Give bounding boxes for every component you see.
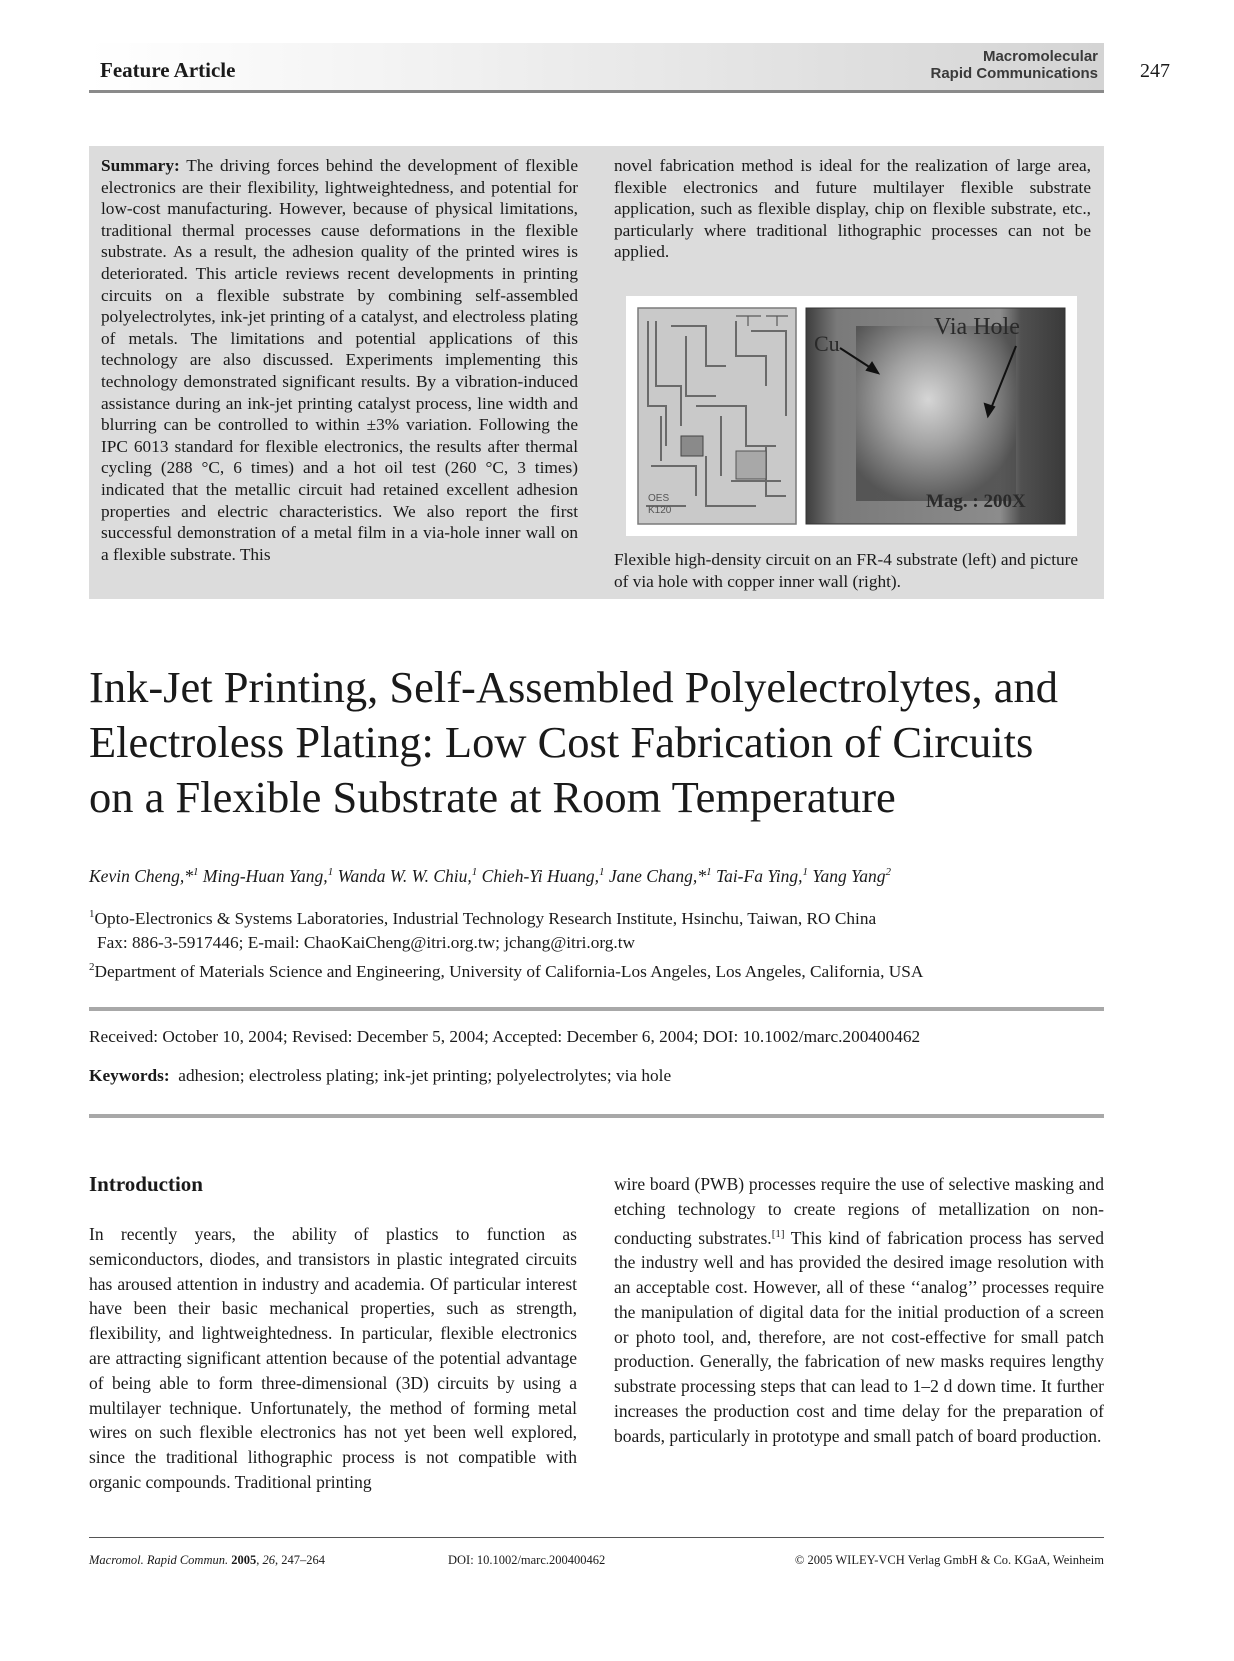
affiliation-2-marker: 2 bbox=[89, 960, 95, 973]
keywords-label: Keywords: bbox=[89, 1066, 170, 1085]
title-line-3: on a Flexible Substrate at Room Temperature bbox=[89, 772, 896, 822]
footer-pages: 247–264 bbox=[281, 1553, 325, 1567]
author-name: Kevin Cheng,* bbox=[89, 866, 194, 886]
board-label-1: OES bbox=[648, 493, 670, 504]
reference-citation: [1] bbox=[771, 1227, 785, 1240]
author-affiliation-marker: 1 bbox=[327, 866, 334, 879]
author-affiliation-marker: 1 bbox=[802, 866, 808, 879]
author-affiliation-marker: 1 bbox=[598, 866, 605, 879]
board-label-2: K120 bbox=[648, 505, 672, 516]
author-affiliation-marker: 1 bbox=[706, 866, 712, 879]
divider-bottom bbox=[89, 1114, 1104, 1118]
divider-top bbox=[89, 1007, 1104, 1011]
page-number: 247 bbox=[1140, 60, 1170, 82]
cu-label: Cu bbox=[814, 331, 840, 356]
footer-doi: DOI: 10.1002/marc.200400462 bbox=[448, 1553, 606, 1567]
summary-left-column bbox=[101, 155, 578, 565]
author-affiliation-marker: 2 bbox=[885, 866, 892, 879]
body-right-text-1: wire board (PWB) processes require the use of selective masking and etching technology to create regions of metallization on non-conducting substrates. bbox=[614, 1174, 1104, 1248]
figure-caption: Flexible high-density circuit on an FR-4 substrate (left) and picture of via hole with copper inner wall (right). bbox=[614, 550, 1079, 591]
affiliations bbox=[89, 902, 1139, 984]
author-name: Jane Chang,* bbox=[608, 866, 707, 886]
footer-volume: 26 bbox=[262, 1553, 275, 1567]
received-dates: Received: October 10, 2004; Revised: December 5, 2004; Accepted: December 6, 2004; DOI: 10.1002/marc.200400462 bbox=[89, 1027, 921, 1046]
author-affiliation-marker: 1 bbox=[193, 866, 199, 879]
body-right-column bbox=[614, 1172, 1104, 1449]
figure-graphic bbox=[626, 296, 1077, 536]
keywords-value: adhesion; electroless plating; ink-jet printing; polyelectrolytes; via hole bbox=[178, 1066, 672, 1085]
affiliation-2-text: Department of Materials Science and Engineering, University of California-Los Angeles, Los Angeles, California, USA bbox=[94, 961, 924, 981]
article-title bbox=[89, 660, 1139, 825]
keywords bbox=[89, 1066, 671, 1086]
author-name: Ming-Huan Yang, bbox=[202, 866, 328, 886]
summary-label: Summary: bbox=[101, 156, 180, 175]
author-list bbox=[89, 866, 1139, 887]
summary-right-text: novel fabrication method is ideal for the realization of large area, flexible electronics and future multilayer flexible substrate application, such as flexible display, chip on flexible substrate, etc., particularly where traditional lithographic processes can not be applied. bbox=[614, 156, 1091, 262]
journal-name-line1: Macromolecular bbox=[982, 48, 1098, 65]
via-hole-label: Via Hole bbox=[934, 314, 1020, 340]
affiliation-2 bbox=[89, 955, 1139, 984]
body-left-column: In recently years, the ability of plastics to function as semiconductors, diodes, and transistors in plastic integrated circuits has aroused attention in industry and academia. Of particular interest have been their basic mechanical properties, such as strength, flexibility, and lightweightedness. In particular, flexible electronics are attracting significant attention because of the potential advantage of being able to form three-dimensional (3D) circuits by using a multilayer technique. Unfortunately, the method of forming metal wires on such flexible electronics has not yet been well explored, since the traditional lithographic process is not compatible with organic compounds. Traditional printing bbox=[89, 1224, 577, 1492]
author-affiliation-marker: 1 bbox=[471, 866, 478, 879]
circuit-board-image bbox=[638, 308, 796, 524]
affiliation-1-text: Opto-Electronics & Systems Laboratories, Industrial Technology Research Institute, Hsinchu, Taiwan, RO China bbox=[94, 908, 877, 928]
magnification-label: Mag. : 200X bbox=[926, 491, 1026, 512]
author-name: Wanda W. W. Chiu, bbox=[337, 866, 472, 886]
footer-citation: Macromol. Rapid Commun. 2005, 26, 247–264 bbox=[89, 1553, 325, 1567]
body-right-text-2: This kind of fabrication process has served the industry well and has provided the desired image resolution with an acceptable cost. However, all of these ‘‘analog’’ processes require the manipulation of digital data for the initial production of a screen or photo tool, and, therefore, are not cost-effective for small patch production. Generally, the fabrication of new masks requires lengthy substrate processing steps that can lead to 1–2 d down time. It further increases the production cost and time delay for the preparation of boards, particularly in prototype and small patch of board production. bbox=[614, 1227, 1104, 1446]
via-hole-image bbox=[806, 308, 1065, 524]
journal-name-line2: Rapid Communications bbox=[930, 65, 1098, 82]
affiliation-1-contact: Fax: 886-3-5917446; E-mail: ChaoKaiCheng@itri.org.tw; jchang@itri.org.tw bbox=[97, 932, 636, 952]
affiliation-1-marker: 1 bbox=[89, 908, 95, 920]
summary-figure bbox=[626, 296, 1077, 536]
introduction-heading: Introduction bbox=[89, 1172, 203, 1196]
journal-name bbox=[858, 48, 1098, 82]
footer-year: 2005 bbox=[231, 1553, 257, 1567]
footer-journal: Macromol. Rapid Commun. bbox=[89, 1553, 229, 1567]
summary-left-text: The driving forces behind the development of flexible electronics are their flexibility, lightweightedness, and potential for low-cost manufacturing. However, because of physical limitations, traditional thermal processes cause deformations in the flexible substrate. As a result, the adhesion quality of the printed wires is deteriorated. This article reviews recent developments in printing circuits on a flexible substrate by combining self-assembled polyelectrolytes, ink-jet printing of a catalyst, and electroless plating of metals. The limitations and potential applications of this technology are also discussed. Experiments implementing this technology demonstrated significant results. By a vibration-induced assistance during an ink-jet printing catalyst process, line width and blurring can be controlled to within ±3% variation. Following the IPC 6013 standard for flexible electronics, the results after thermal cycling (288 °C, 6 times) and a hot oil test (260 °C, 3 times) indicated that the metallic circuit had retained excellent adhesion properties and electric characteristics. We also report the first successful demonstration of a metal film in a via-hole inner wall on a flexible substrate. This bbox=[101, 156, 578, 564]
author-name: Yang Yang bbox=[812, 866, 886, 886]
author-name: Tai-Fa Ying, bbox=[715, 866, 803, 886]
author-name: Chieh-Yi Huang, bbox=[481, 866, 599, 886]
title-line-2: Electroless Plating: Low Cost Fabrication of Circuits bbox=[89, 717, 1034, 767]
footer-copyright: © 2005 WILEY-VCH Verlag GmbH & Co. KGaA, Weinheim bbox=[794, 1553, 1104, 1567]
affiliation-1 bbox=[89, 902, 1139, 931]
title-line-1: Ink-Jet Printing, Self-Assembled Polyelectrolytes, and bbox=[89, 662, 1058, 712]
footer-divider bbox=[89, 1537, 1104, 1538]
section-label: Feature Article bbox=[100, 58, 236, 82]
